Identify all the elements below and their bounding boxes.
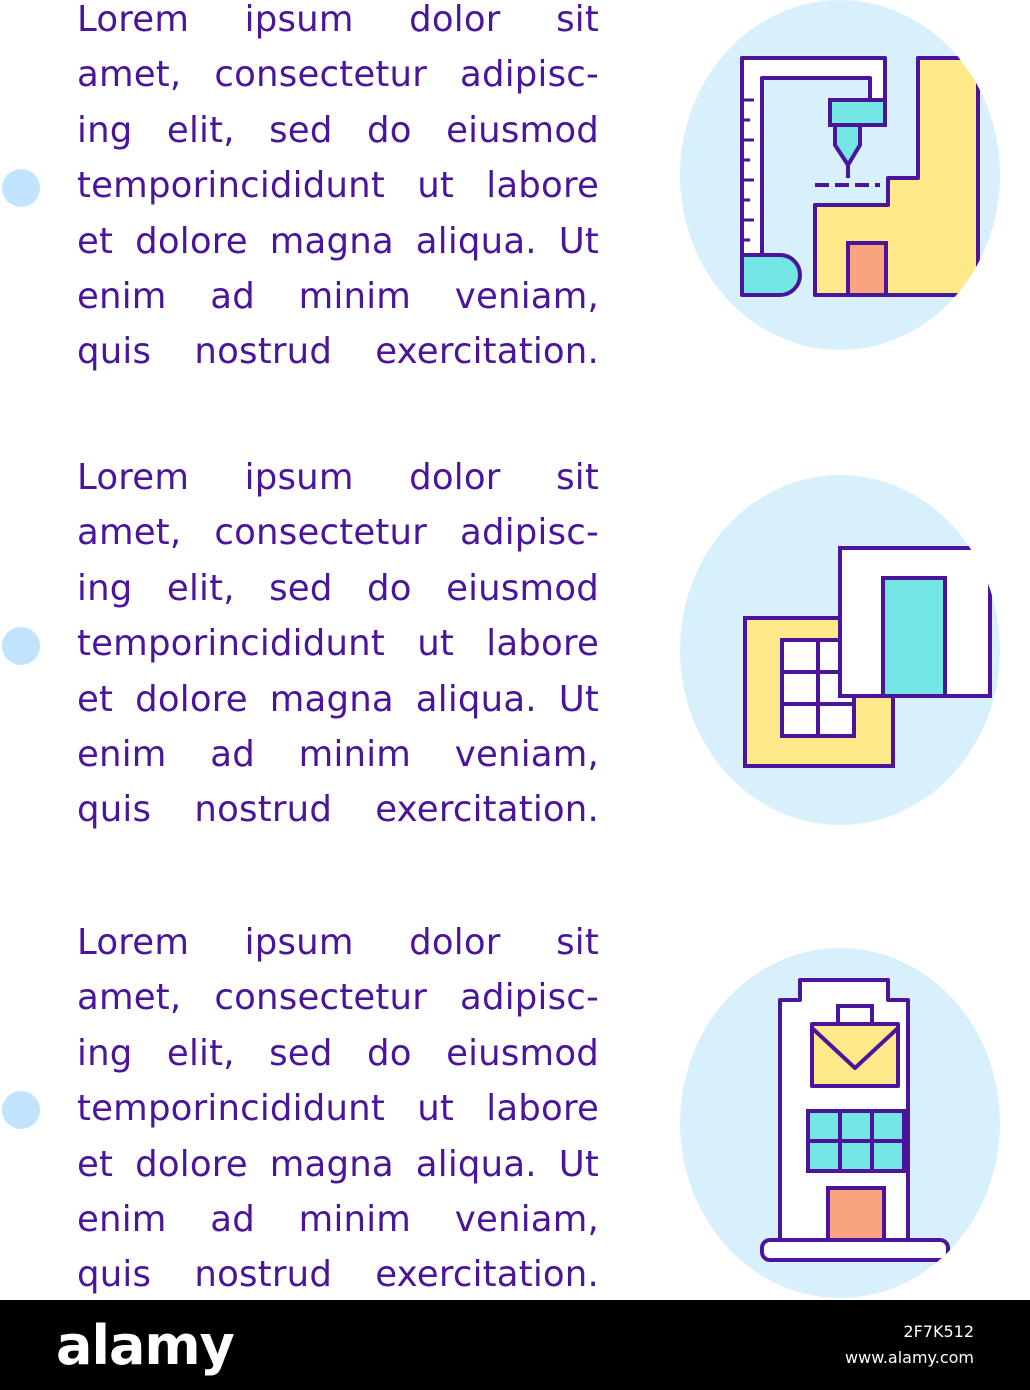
bullet-dot xyxy=(2,1091,40,1129)
bullet-dot xyxy=(2,169,40,207)
footer-bar xyxy=(0,1300,1030,1390)
site-url[interactable]: www.alamy.com xyxy=(845,1348,974,1367)
feature-text-3: Lorem ipsum dolor sit amet, consectetur adipisc- ing elit, sed do eiusmod temporincididunt ut labore et dolore magna aliqua. Ut enim ad minim veniam, quis nostrud exercitation. xyxy=(77,922,599,1296)
icon-circle-1 xyxy=(680,0,1000,350)
brand-logo: alamy xyxy=(56,1314,234,1377)
3d-printing-building-icon xyxy=(680,0,1000,350)
feature-text-1: Lorem ipsum dolor sit amet, consectetur adipisc- ing elit, sed do eiusmod temporincididunt ut labore et dolore magna aliqua. Ut enim ad minim veniam, quis nostrud exercitation. xyxy=(77,0,599,373)
prefab-panels-icon xyxy=(680,475,1000,825)
icon-circle-3 xyxy=(680,948,1000,1298)
feature-text-2: Lorem ipsum dolor sit amet, consectetur adipisc- ing elit, sed do eiusmod temporincididunt ut labore et dolore magna aliqua. Ut enim ad minim veniam, quis nostrud exercitation. xyxy=(77,457,599,831)
image-id: 2F7K512 xyxy=(903,1322,974,1341)
office-building-icon xyxy=(680,948,1000,1298)
icon-circle-2 xyxy=(680,475,1000,825)
bullet-dot xyxy=(2,627,40,665)
